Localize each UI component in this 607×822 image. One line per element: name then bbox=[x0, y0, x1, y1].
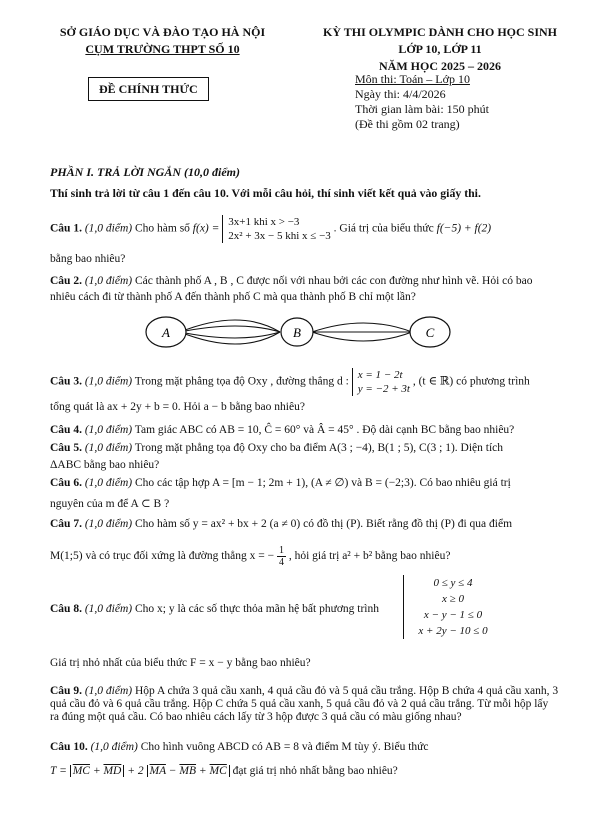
question-10 bbox=[50, 740, 570, 756]
q10-abs-1: $\overline{MC} + \overline{MD}$ bbox=[70, 765, 125, 777]
q8-label: Câu 8. bbox=[50, 603, 82, 615]
q1-case2: 2x² + 3x − 5 khi x ≤ −3 bbox=[228, 230, 331, 242]
q3-text-c: tổng quát là ax + 2y + b = 0. Hỏi a − b bằng bao nhiêu? bbox=[50, 401, 305, 413]
q3-eq2: y = −2 + 3t bbox=[357, 383, 410, 395]
q7-frac-den: 4 bbox=[278, 557, 284, 568]
q10-points: (1,0 điểm) bbox=[90, 741, 138, 753]
q6-text-a: Cho các tập hợp A = [m − 1; 2m + 1), (A ≠ ∅) và B = (−2;3). Có bao nhiêu giá trị bbox=[134, 477, 511, 489]
q9-points: (1,0 điểm) bbox=[84, 685, 133, 697]
exam-info bbox=[355, 72, 489, 132]
q8-text-b: Giá trị nhỏ nhất của biểu thức F = x − y bằng bao nhiêu? bbox=[50, 657, 311, 669]
question-2 bbox=[50, 274, 560, 305]
q3-text-a: Trong mặt phẳng tọa độ Oxy , đường thẳng d : bbox=[134, 375, 349, 388]
q5-text-b: ΔABC bằng bao nhiêu? bbox=[50, 459, 160, 471]
org-line2: CỤM TRƯỜNG THPT SỐ 10 bbox=[85, 42, 240, 56]
org-line1: SỞ GIÁO DỤC VÀ ĐÀO TẠO HÀ NỘI bbox=[59, 25, 266, 39]
q2-points: (1,0 điểm) bbox=[84, 275, 133, 287]
q5-label: Câu 5. bbox=[50, 442, 82, 454]
q10-vec-mb: $\overline{MB}$ bbox=[179, 765, 197, 777]
road-bc-3 bbox=[312, 332, 412, 341]
part1-instruction: Thí sinh trả lời từ câu 1 đến câu 10. Với mỗi câu hỏi, thí sinh viết kết quả vào giấy thi. bbox=[50, 186, 481, 200]
q1-text-c: bằng bao nhiêu? bbox=[50, 253, 126, 265]
q9-text: Hộp A chứa 3 quả cầu xanh, 4 quả cầu đỏ và 5 quả cầu trắng. Hộp B chứa 4 quả cầu xanh, 3 quả cầu đỏ và 6 quả cầu trắng. Hộp C chứa 5 quả cầu xanh, 5 quả cầu đỏ và 2 quả cầu trắng. Từ mỗi hộp lấy ra đúng một quả cầu. Có bao nhiêu cách lấy từ 3 hộp được 3 quả cầu có màu giống nhau? bbox=[50, 685, 559, 723]
road-bc-1 bbox=[312, 323, 412, 332]
q10-vec-mc: $\overline{MC}$ bbox=[72, 765, 90, 777]
q3-label: Câu 3. bbox=[50, 375, 82, 388]
q4-label: Câu 4. bbox=[50, 424, 82, 436]
q1-points: (1,0 điểm) bbox=[84, 222, 133, 235]
question-1 bbox=[50, 215, 560, 243]
q8-ineq3: x − y − 1 ≤ 0 bbox=[423, 609, 483, 621]
q3-param-system bbox=[352, 368, 410, 396]
q7-text-a: Cho hàm số y = ax² + bx + 2 (a ≠ 0) có đồ thị (P). Biết rằng đồ thị (P) đi qua điểm bbox=[134, 518, 513, 530]
city-a-label: A bbox=[162, 325, 170, 340]
q7-text-b1: M(1;5) và có trục đối xứng là đường thẳng x = − bbox=[50, 550, 275, 563]
question-6 bbox=[50, 476, 560, 492]
q8-ineq1: 0 ≤ y ≤ 4 bbox=[433, 577, 473, 589]
q8-points: (1,0 điểm) bbox=[84, 603, 133, 615]
city-c-label: C bbox=[425, 325, 435, 340]
q10-vec-ma: $\overline{MA}$ bbox=[149, 765, 166, 777]
q7-text-b2: , hỏi giá trị a² + b² bằng bao nhiêu? bbox=[288, 550, 451, 563]
q10-coef: + 2 bbox=[127, 765, 144, 777]
q7-fraction bbox=[277, 545, 286, 568]
q7-frac-num: 1 bbox=[278, 545, 284, 556]
header-left bbox=[40, 24, 285, 58]
q1-expr: f(−5) + f(2) bbox=[436, 222, 492, 235]
q4-text: Tam giác ABC có AB = 10, Ĉ = 60° và Â = 45° . Độ dài cạnh BC bằng bao nhiêu? bbox=[134, 424, 515, 436]
q10-vec-md: $\overline{MD}$ bbox=[103, 765, 122, 777]
q10-abs-2: $\overline{MA} - \overline{MB} + \overline{MC}$ bbox=[147, 765, 230, 777]
question-3 bbox=[50, 368, 560, 396]
q6-label: Câu 6. bbox=[50, 477, 82, 489]
grades: LỚP 10, LỚP 11 bbox=[398, 42, 482, 56]
city-b-label: B bbox=[293, 325, 301, 340]
header-right bbox=[300, 24, 580, 75]
q7-line2 bbox=[50, 545, 450, 568]
q2-text: Các thành phố A , B , C được nối với nhau bởi các con đường như hình vẽ. Hỏi có bao nhiêu cách đi từ thành phố A đến thành phố C mà qua thành phố B chỉ một lần? bbox=[50, 275, 533, 303]
q5-points: (1,0 điểm) bbox=[84, 442, 133, 454]
q3-points: (1,0 điểm) bbox=[84, 375, 133, 388]
exam-title: KỲ THI OLYMPIC DÀNH CHO HỌC SINH bbox=[322, 25, 558, 39]
question-5 bbox=[50, 441, 560, 457]
question-7 bbox=[50, 517, 560, 533]
q1-piecewise bbox=[222, 215, 331, 243]
q8-ineq2: x ≥ 0 bbox=[442, 593, 464, 605]
q10-label: Câu 10. bbox=[50, 741, 88, 753]
school-year: NĂM HỌC 2025 – 2026 bbox=[379, 59, 501, 73]
q2-label: Câu 2. bbox=[50, 275, 82, 287]
question-4 bbox=[50, 423, 560, 439]
q1-case1: 3x+1 khi x > −3 bbox=[228, 216, 300, 228]
official-label: ĐỀ CHÍNH THỨC bbox=[88, 77, 209, 101]
q3-eq1: x = 1 − 2t bbox=[357, 369, 403, 381]
q8-text-a: Cho x; y là các số thực thỏa mãn hệ bất phương trình bbox=[134, 603, 379, 615]
q6-text-b: nguyên của m để A ⊂ B ? bbox=[50, 498, 170, 510]
q8-inequality-system bbox=[403, 575, 497, 639]
q4-points: (1,0 điểm) bbox=[84, 424, 133, 436]
q10-expression bbox=[50, 764, 398, 780]
q10-vec-mc2: $\overline{MC}$ bbox=[209, 765, 227, 777]
q10-text-b: đạt giá trị nhỏ nhất bằng bao nhiêu? bbox=[232, 765, 398, 777]
question-8 bbox=[50, 602, 379, 618]
q8-ineq4: x + 2y − 10 ≤ 0 bbox=[418, 625, 488, 637]
q9-label: Câu 9. bbox=[50, 685, 82, 697]
question-9 bbox=[50, 685, 560, 724]
q6-points: (1,0 điểm) bbox=[84, 477, 133, 489]
q7-label: Câu 7. bbox=[50, 518, 82, 530]
subject: Môn thi: Toán – Lớp 10 bbox=[355, 72, 470, 86]
part1-title: PHẦN I. TRẢ LỜI NGẮN (10,0 điểm) bbox=[50, 165, 240, 179]
q1-text-a: Cho hàm số bbox=[134, 222, 190, 235]
q1-text-b: . Giá trị của biểu thức bbox=[333, 222, 434, 235]
q1-label: Câu 1. bbox=[50, 222, 82, 235]
exam-date: Ngày thi: 4/4/2026 bbox=[355, 87, 446, 101]
q7-points: (1,0 điểm) bbox=[84, 518, 133, 530]
q3-text-b: , (t ∈ ℝ) có phương trình bbox=[412, 375, 530, 388]
q10-text-a: Cho hình vuông ABCD có AB = 8 và điểm M tùy ý. Biểu thức bbox=[140, 741, 429, 753]
q5-text-a: Trong mặt phẳng tọa độ Oxy cho ba điểm A(3 ; −4), B(1 ; 5), C(3 ; 1). Diện tích bbox=[134, 442, 504, 454]
duration: Thời gian làm bài: 150 phút bbox=[355, 102, 489, 116]
q1-fx: f(x) = bbox=[192, 222, 220, 235]
q10-t-eq: T = bbox=[50, 765, 67, 777]
page-count: (Đề thi gồm 02 trang) bbox=[355, 117, 460, 131]
city-roads-diagram bbox=[140, 312, 460, 352]
